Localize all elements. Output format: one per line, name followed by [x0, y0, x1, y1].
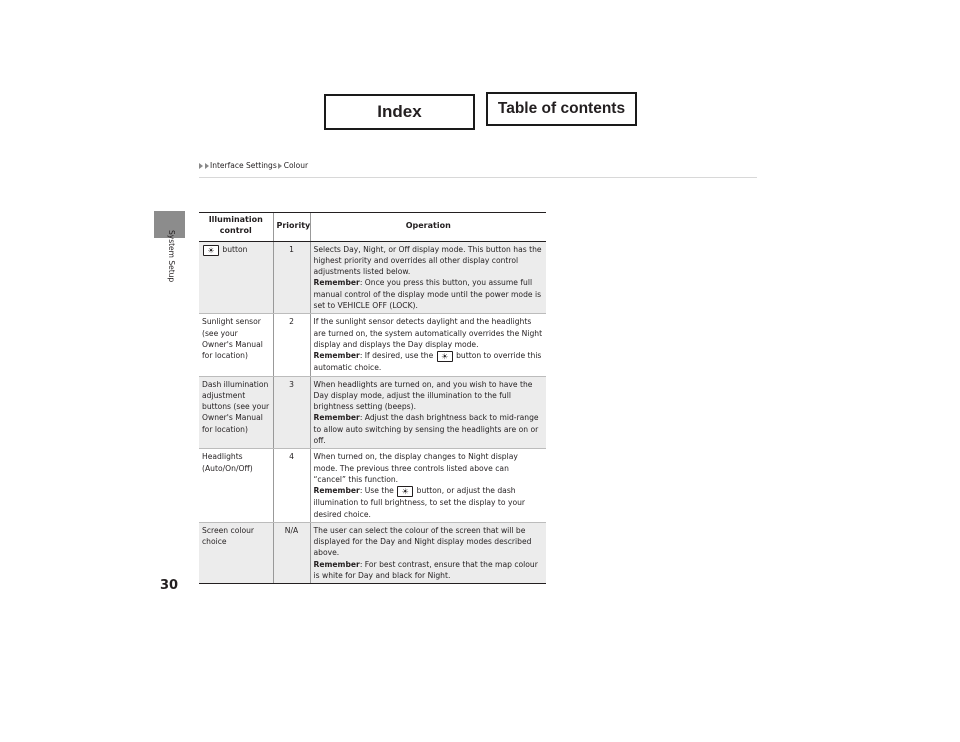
brightness-button-icon: ☀︎: [397, 486, 413, 497]
table-header-row: [199, 213, 546, 242]
operation-cell: The user can select the colour of the screen that will be displayed for the Day and Night display modes described above. Remember: For best contrast, ensure that the map colour is white for Day and black for Night.: [310, 522, 546, 583]
table-row: [199, 376, 546, 449]
control-cell: ☀︎ button: [199, 241, 273, 314]
header-operation: Operation: [310, 213, 546, 242]
remember-label: Remember: [313, 486, 360, 496]
control-cell: Sunlight sensor (see your Owner's Manual for location): [199, 314, 273, 376]
table-row: [199, 449, 546, 522]
breadcrumb-arrow-icon: [199, 163, 203, 169]
control-cell: Headlights (Auto/On/Off): [199, 449, 273, 522]
header-priority: Priority: [273, 213, 310, 242]
operation-cell: If the sunlight sensor detects daylight and the headlights are turned on, the system automatically overrides the Night display and displays the Day display mode. Remember: If desired, use the ☀︎ button to override this automatic choice.: [310, 314, 546, 376]
section-label: System Setup: [167, 230, 176, 283]
table-row: [199, 314, 546, 376]
priority-cell: 4: [273, 449, 310, 522]
control-cell: Screen colour choice: [199, 522, 273, 583]
priority-cell: 3: [273, 376, 310, 449]
remember-label: Remember: [313, 278, 360, 288]
brightness-button-icon: ☀︎: [437, 351, 453, 362]
breadcrumb-page: Colour: [283, 161, 309, 170]
header-illumination-control: Illumination control: [199, 213, 273, 242]
table-of-contents-button[interactable]: Table of contents: [486, 92, 637, 126]
breadcrumb-arrow-icon: [278, 163, 282, 169]
table-row: [199, 522, 546, 583]
index-button[interactable]: Index: [324, 94, 475, 130]
operation-cell: Selects Day, Night, or Off display mode. This button has the highest priority and overrides all other display control adjustments listed below. Remember: Once you press this button, you assume full manual control of the display mode until the power mode is set to VEHICLE OFF (LOCK).: [310, 241, 546, 314]
page-number: 30: [160, 578, 179, 593]
remember-label: Remember: [313, 351, 360, 361]
priority-cell: 1: [273, 241, 310, 314]
operation-cell: When headlights are turned on, and you wish to have the Day display mode, adjust the illumination to the full brightness setting (beeps). Remember: Adjust the dash brightness back to mid-range to allow auto switching by sensing the headlights are on or off.: [310, 376, 546, 449]
breadcrumb-arrow-icon: [205, 163, 209, 169]
remember-label: Remember: [313, 559, 360, 569]
priority-cell: N/A: [273, 522, 310, 583]
breadcrumb-section[interactable]: Interface Settings: [210, 161, 277, 170]
remember-label: Remember: [313, 413, 360, 423]
brightness-button-icon: ☀︎: [203, 245, 219, 256]
priority-cell: 2: [273, 314, 310, 376]
header-divider: [199, 177, 757, 178]
breadcrumb: [199, 161, 308, 170]
table-row: [199, 241, 546, 314]
illumination-settings-table: [199, 212, 546, 584]
operation-cell: When turned on, the display changes to Night display mode. The previous three controls listed above can “cancel” this function. Remember: Use the ☀︎ button, or adjust the dash illumination to full brightness, to set the display to your desired choice.: [310, 449, 546, 522]
control-cell: Dash illumination adjustment buttons (see your Owner's Manual for location): [199, 376, 273, 449]
